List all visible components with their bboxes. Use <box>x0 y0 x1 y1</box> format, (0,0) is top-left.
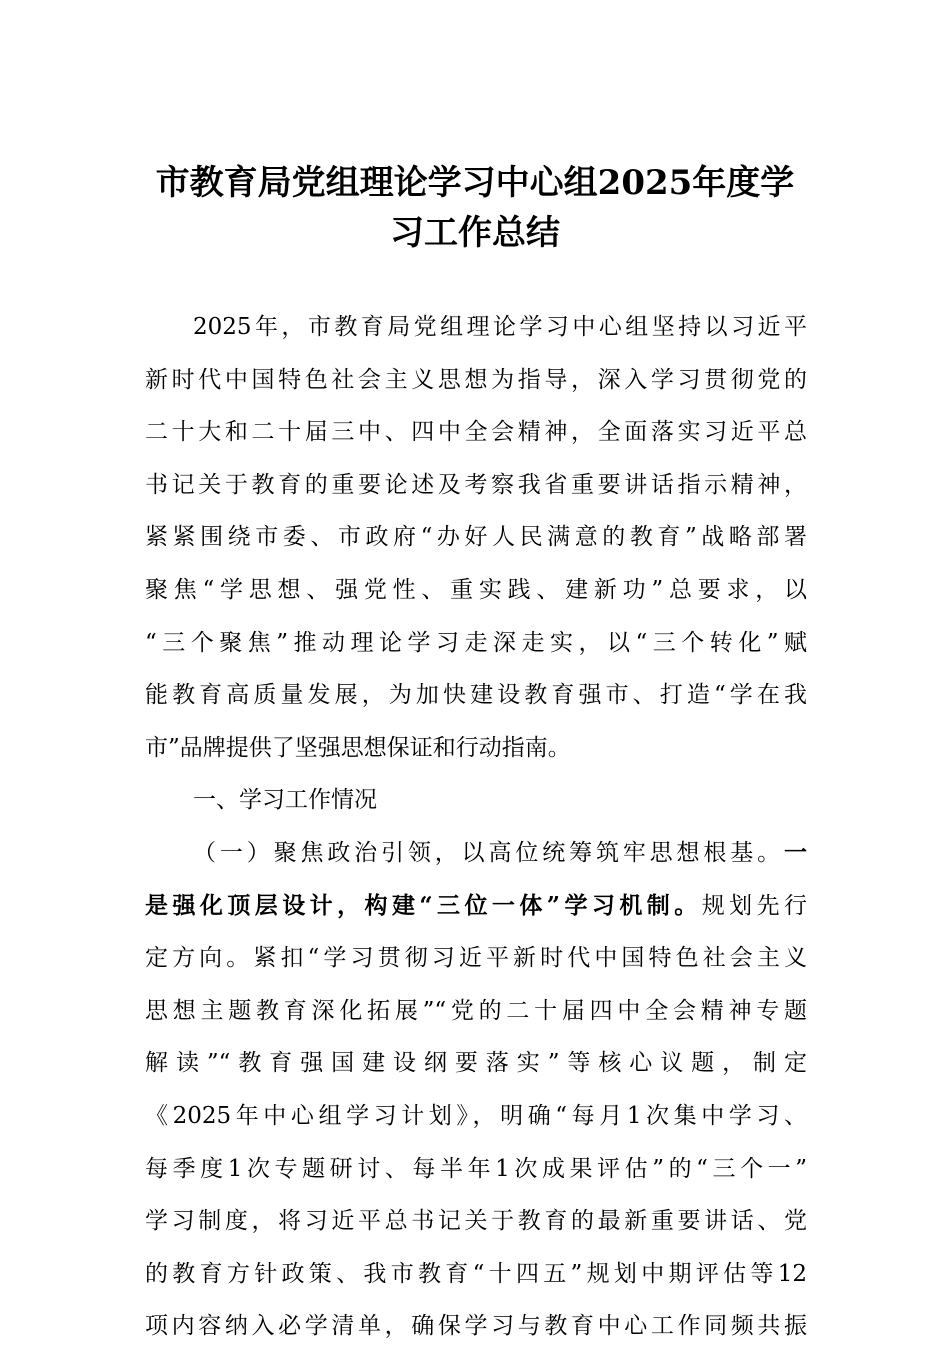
title-line-2: 习工作总结 <box>390 213 560 253</box>
paragraph-line: 能教育高质量发展，为加快建设教育强市、打造“学在我 <box>145 682 807 709</box>
paragraph-line: 解读”“教育强国建设纲要落实”等核心议题，制定 <box>145 1050 807 1077</box>
paragraph-line: 思想主题教育深化拓展”“党的二十届四中全会精神专题 <box>145 997 807 1024</box>
subsection-line <box>145 827 807 880</box>
paragraph-line: 《2025年中心组学习计划》，明确“每月1次集中学习、 <box>145 1102 807 1129</box>
paragraph-line: 定方向。紧扣“学习贯彻习近平新时代中国特色社会主义 <box>145 945 807 972</box>
bold-lead: 一 <box>784 838 807 866</box>
paragraph-line: 二十大和二十届三中、四中全会精神，全面落实习近平总 <box>145 419 807 446</box>
document-body <box>145 301 807 1353</box>
paragraph-line: 新时代中国特色社会主义思想为指导，深入学习贯彻党的 <box>145 366 807 393</box>
subsection-line <box>145 880 807 933</box>
paragraph-line: 项内容纳入必学清单，确保学习与教育中心工作同频共振 <box>145 1313 807 1340</box>
paragraph-line: 的教育方针政策、我市教育“十四五”规划中期评估等12 <box>145 1260 807 1287</box>
paragraph-line: 书记关于教育的重要论述及考察我省重要讲话指示精神， <box>145 471 807 498</box>
bold-point-title: 是强化顶层设计，构建“三位一体”学习机制。 <box>145 891 702 919</box>
paragraph-line: 紧紧围绕市委、市政府“办好人民满意的教育”战略部署 <box>145 524 807 551</box>
subsection-heading: （一）聚焦政治引领，以高位统筹筑牢思想根基。 <box>193 839 784 866</box>
document-title <box>140 158 810 258</box>
point-text: 规划先行 <box>701 892 808 919</box>
paragraph-line: 学习制度，将习近平总书记关于教育的最新重要讲话、党 <box>145 1208 807 1235</box>
paragraph-line: 市”品牌提供了坚强思想保证和行动指南。 <box>145 734 571 761</box>
title-line-1: 市教育局党组理论学习中心组2025年度学 <box>155 163 795 203</box>
paragraph-line: 聚焦“学思想、强党性、重实践、建新功”总要求，以 <box>145 576 807 603</box>
paragraph-line: 每季度1次专题研讨、每半年1次成果评估”的“三个一” <box>145 1155 807 1182</box>
paragraph-line: 2025年，市教育局党组理论学习中心组坚持以习近平 <box>193 314 807 340</box>
section-heading: 一、学习工作情况 <box>193 787 377 814</box>
paragraph-line: “三个聚焦”推动理论学习走深走实，以“三个转化”赋 <box>145 629 807 656</box>
